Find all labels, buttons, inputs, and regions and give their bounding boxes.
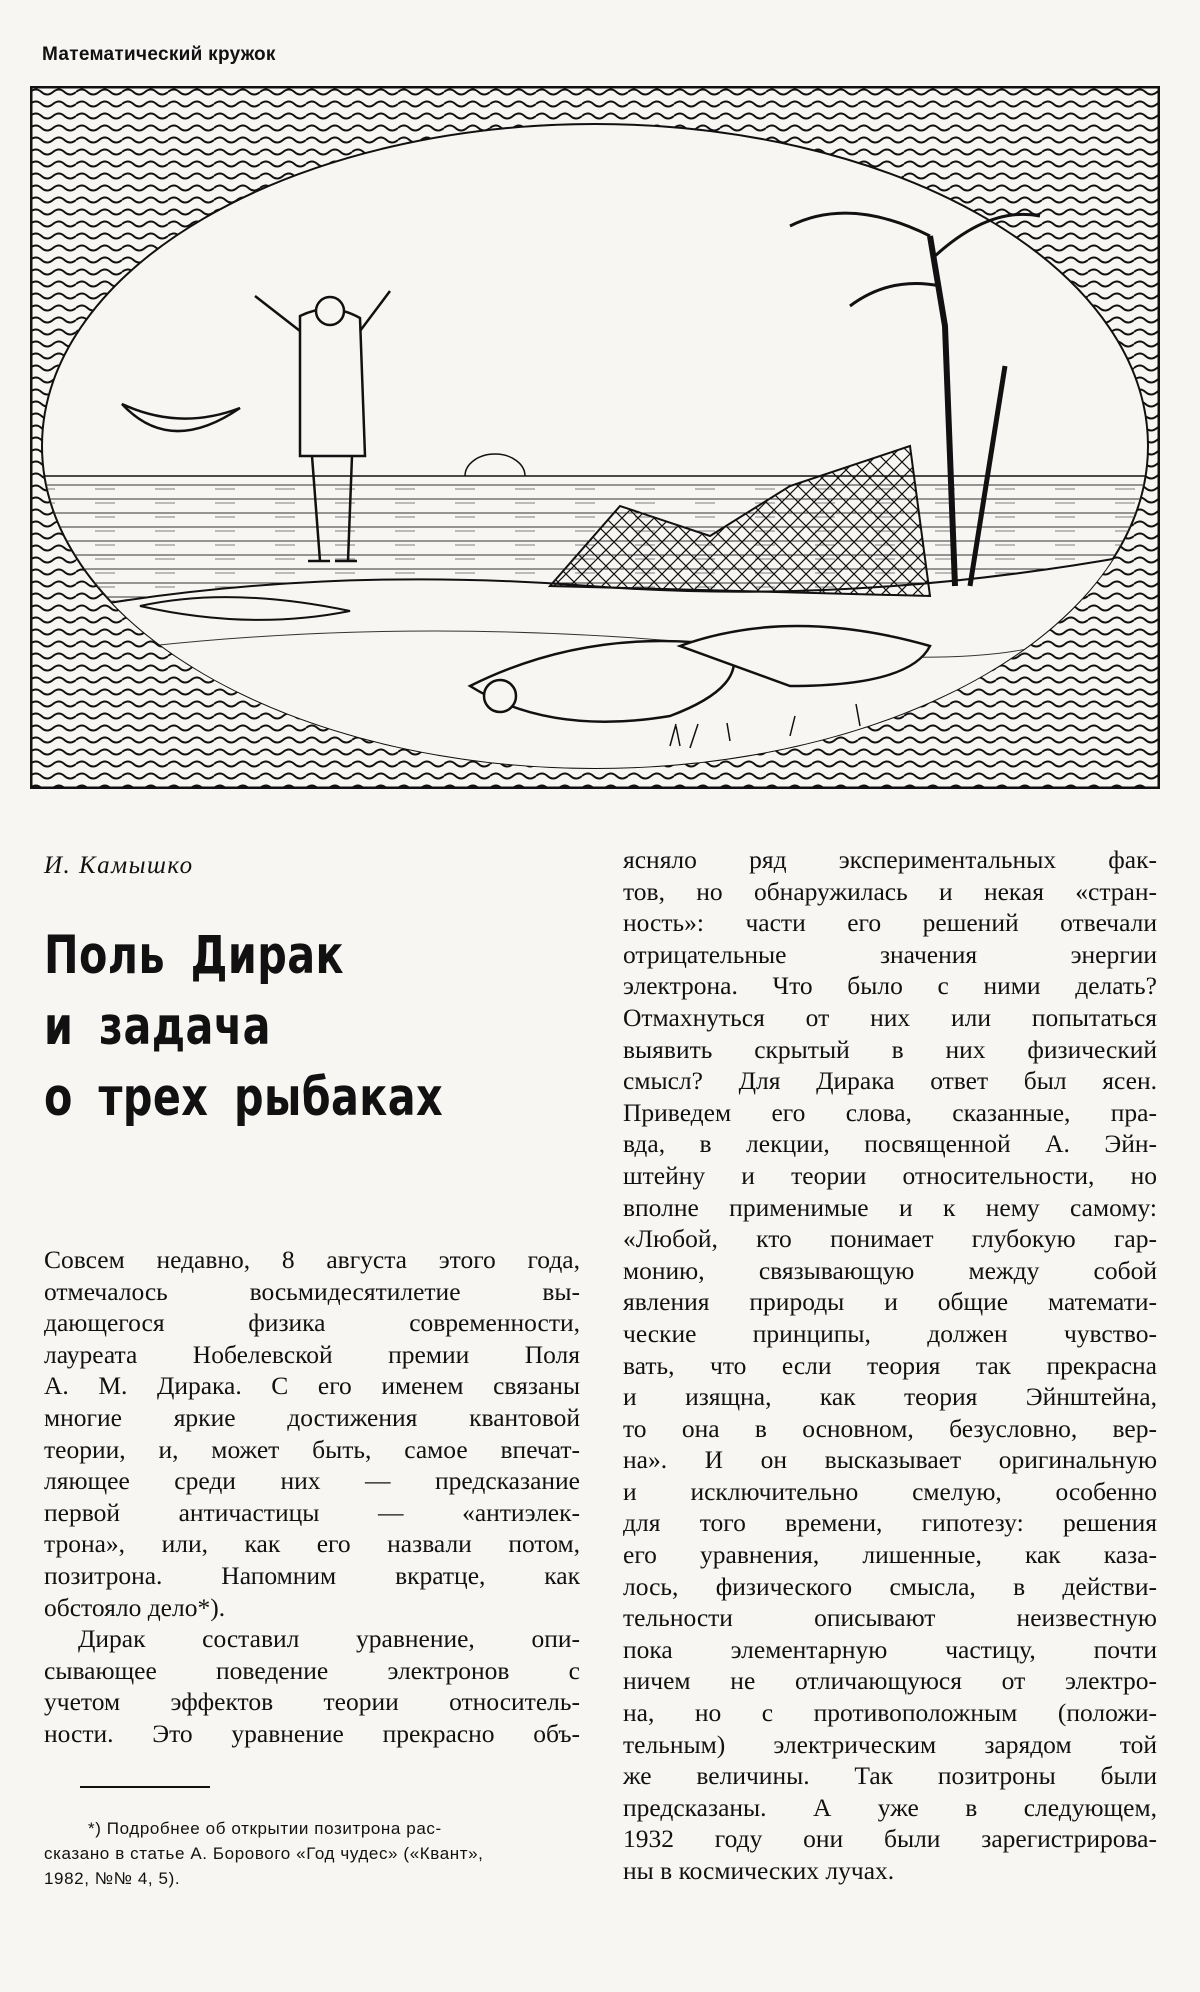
footnote-line: сказано в статье А. Борового «Год чудес» («Квант», xyxy=(44,1844,484,1863)
text-line: ности. Это уравнение прекрасно объ- xyxy=(44,1718,580,1748)
text-line: лось, физического смысла, в действи- xyxy=(623,1571,1157,1601)
text-line: многие яркие достижения квантовой xyxy=(44,1402,580,1432)
text-line: явления природы и общие математи- xyxy=(623,1287,1157,1317)
text-line: обстояло дело*). xyxy=(44,1592,226,1622)
author-byline: И. Камышко xyxy=(44,852,194,879)
text-line: Дирак составил уравнение, опи- xyxy=(78,1624,580,1654)
ink-drawing xyxy=(30,86,1160,789)
text-line: штейну и теории относительности, но xyxy=(623,1160,1157,1190)
text-line: «Любой, кто понимает глубокую гар- xyxy=(623,1224,1157,1254)
footnote-line: *) Подробнее об открытии позитрона рас- xyxy=(88,1819,442,1838)
text-line: ны в космических лучах. xyxy=(623,1856,895,1885)
text-line: тов, но обнаружилась и некая «стран- xyxy=(623,876,1157,906)
text-line: позитрона. Напомним вкратце, как xyxy=(44,1560,580,1590)
text-line: ничем не отличающуюся от электро- xyxy=(623,1666,1157,1696)
text-line: Совсем недавно, 8 августа этого года, xyxy=(44,1245,580,1274)
text-line: монию, связывающую между собой xyxy=(623,1255,1157,1285)
footnote xyxy=(44,1816,580,1891)
text-line: выявить скрытый в них физический xyxy=(623,1034,1157,1064)
text-line: на, но с противоположным (положи- xyxy=(623,1698,1157,1728)
text-line: ческие принципы, должен чувство- xyxy=(623,1318,1157,1348)
text-line: предсказаны. А уже в следующем, xyxy=(623,1792,1157,1822)
text-line: сывающее поведение электронов с xyxy=(44,1655,580,1685)
text-line: тельным) электрическим зарядом той xyxy=(623,1729,1157,1759)
text-line: то она в основном, безусловно, вер- xyxy=(623,1413,1157,1443)
left-column-text xyxy=(44,1244,580,1750)
text-line: ясняло ряд экспериментальных фак- xyxy=(623,845,1157,874)
fishermen-illustration xyxy=(30,86,1160,789)
footnote-divider xyxy=(80,1786,210,1788)
text-line: 1932 году они были зарегистрирова- xyxy=(623,1824,1157,1854)
title-line: и задача xyxy=(44,996,271,1057)
text-line: смысл? Для Дирака ответ был ясен. xyxy=(623,1066,1157,1096)
text-line: ляющее среди них — предсказание xyxy=(44,1466,580,1496)
text-line: вполне применимые и к нему самому: xyxy=(623,1192,1157,1222)
text-line: ность»: части его решений отвечали xyxy=(623,908,1157,938)
text-line: Приведем его слова, сказанные, пра- xyxy=(623,1097,1157,1127)
text-line: первой античастицы — «антиэлек- xyxy=(44,1497,580,1527)
text-line: А. М. Дирака. С его именем связаны xyxy=(44,1371,580,1401)
title-line: Поль Дирак xyxy=(44,925,344,986)
text-line: же величины. Так позитроны были xyxy=(623,1761,1157,1791)
title-line: о трех рыбаках xyxy=(44,1067,444,1128)
text-line: пока элементарную частицу, почти xyxy=(623,1634,1157,1664)
text-line: для того времени, гипотезу: решения xyxy=(623,1508,1157,1538)
right-column-text xyxy=(623,844,1157,1887)
text-line: Отмахнуться от них или попытаться xyxy=(623,1002,1157,1032)
text-line: и исключительно смелую, особенно xyxy=(623,1476,1157,1506)
section-heading: Математический кружок xyxy=(42,44,276,65)
text-line: трона», или, как его назвали потом, xyxy=(44,1529,580,1559)
text-line: его уравнения, лишенные, как каза- xyxy=(623,1540,1157,1570)
article-title xyxy=(44,920,496,1133)
text-line: учетом эффектов теории относитель- xyxy=(44,1687,580,1717)
text-line: отмечалось восьмидесятилетие вы- xyxy=(44,1276,580,1306)
footnote-line: 1982, №№ 4, 5). xyxy=(44,1869,181,1888)
text-line: отрицательные значения энергии xyxy=(623,939,1157,969)
text-line: вда, в лекции, посвященной А. Эйн- xyxy=(623,1129,1157,1159)
text-line: дающегося физика современности, xyxy=(44,1308,580,1338)
text-line: теории, и, может быть, самое впечат- xyxy=(44,1434,580,1464)
text-line: лауреата Нобелевской премии Поля xyxy=(44,1339,580,1369)
text-line: электрона. Что было с ними делать? xyxy=(623,971,1157,1001)
text-line: и изящна, как теория Эйнштейна, xyxy=(623,1382,1157,1412)
text-line: тельности описывают неизвестную xyxy=(623,1603,1157,1633)
text-line: на». И он высказывает оригинальную xyxy=(623,1445,1157,1475)
text-line: вать, что если теория так прекрасна xyxy=(623,1350,1157,1380)
